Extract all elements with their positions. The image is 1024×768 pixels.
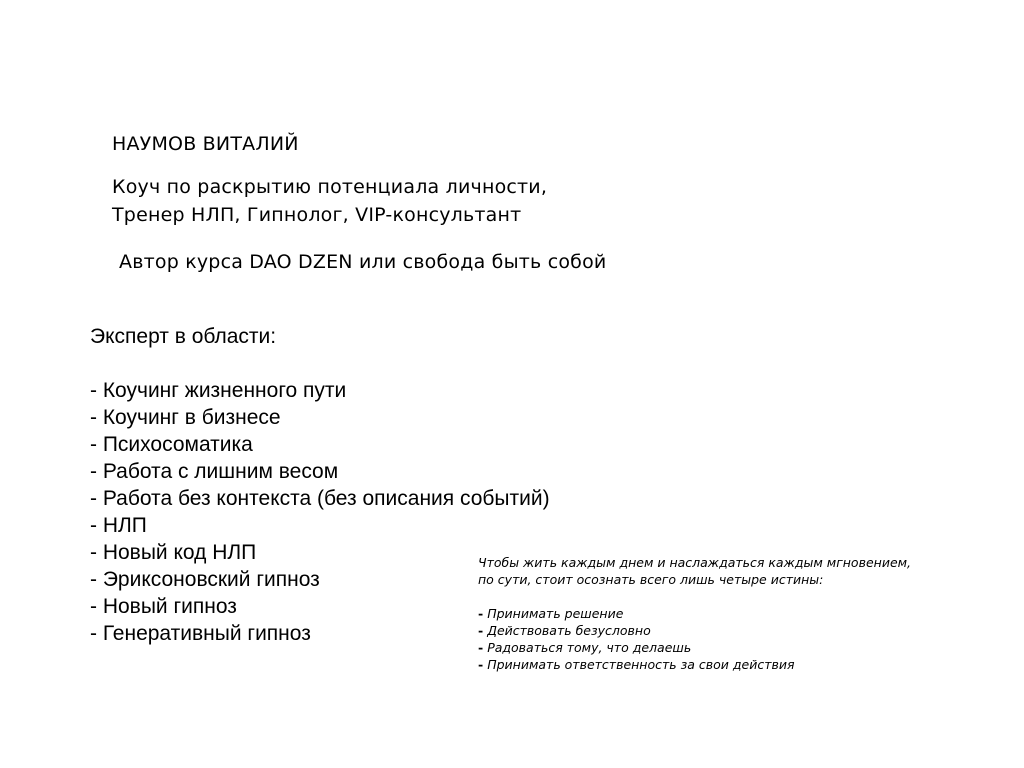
truth-text: Действовать безусловно [487,623,651,638]
expertise-item: - НЛП [90,514,147,537]
person-name: НАУМОВ ВИТАЛИЙ [112,133,299,155]
quote-intro-line-1: Чтобы жить каждым днем и наслаждаться каждым мгновением, [478,555,912,570]
truths-list [478,605,911,673]
header-block [112,132,547,229]
role-line-2: Тренер НЛП, Гипнолог, VIP-консультант [112,204,522,226]
truth-item [478,656,911,673]
expertise-item: - Эриксоновский гипноз [90,568,320,591]
truth-item [478,622,911,639]
truth-item [478,639,911,656]
truth-dash: - [478,640,484,655]
quote-intro-line-2: по сути, стоит осознать всего лишь четыре истины: [478,572,824,587]
expertise-heading: Эксперт в области: [90,325,277,348]
truth-dash: - [478,657,484,672]
expertise-item: - Новый гипноз [90,595,237,618]
expertise-item: - Работа с лишним весом [90,460,339,483]
author-course: Автор курса DAO DZEN или свобода быть собой [119,251,607,273]
truth-text: Принимать ответственность за свои действия [487,657,795,672]
quote-intro [478,554,911,588]
role-line-1: Коуч по раскрытию потенциала личности, [112,176,548,198]
quote-block [478,554,911,673]
truth-dash: - [478,623,484,638]
truth-text: Радоваться тому, что делаешь [487,640,692,655]
expertise-item: - Психосоматика [90,433,253,456]
truth-item [478,605,911,622]
quote-spacer [478,588,911,605]
expertise-item: - Новый код НЛП [90,541,257,564]
person-role [112,173,547,229]
expertise-item: - Работа без контекста (без описания событий) [90,487,550,510]
expertise-item: - Коучинг жизненного пути [90,379,347,402]
expertise-item: - Коучинг в бизнесе [90,406,281,429]
truth-text: Принимать решение [487,606,624,621]
truth-dash: - [478,606,484,621]
expertise-item: - Генеративный гипноз [90,622,311,645]
